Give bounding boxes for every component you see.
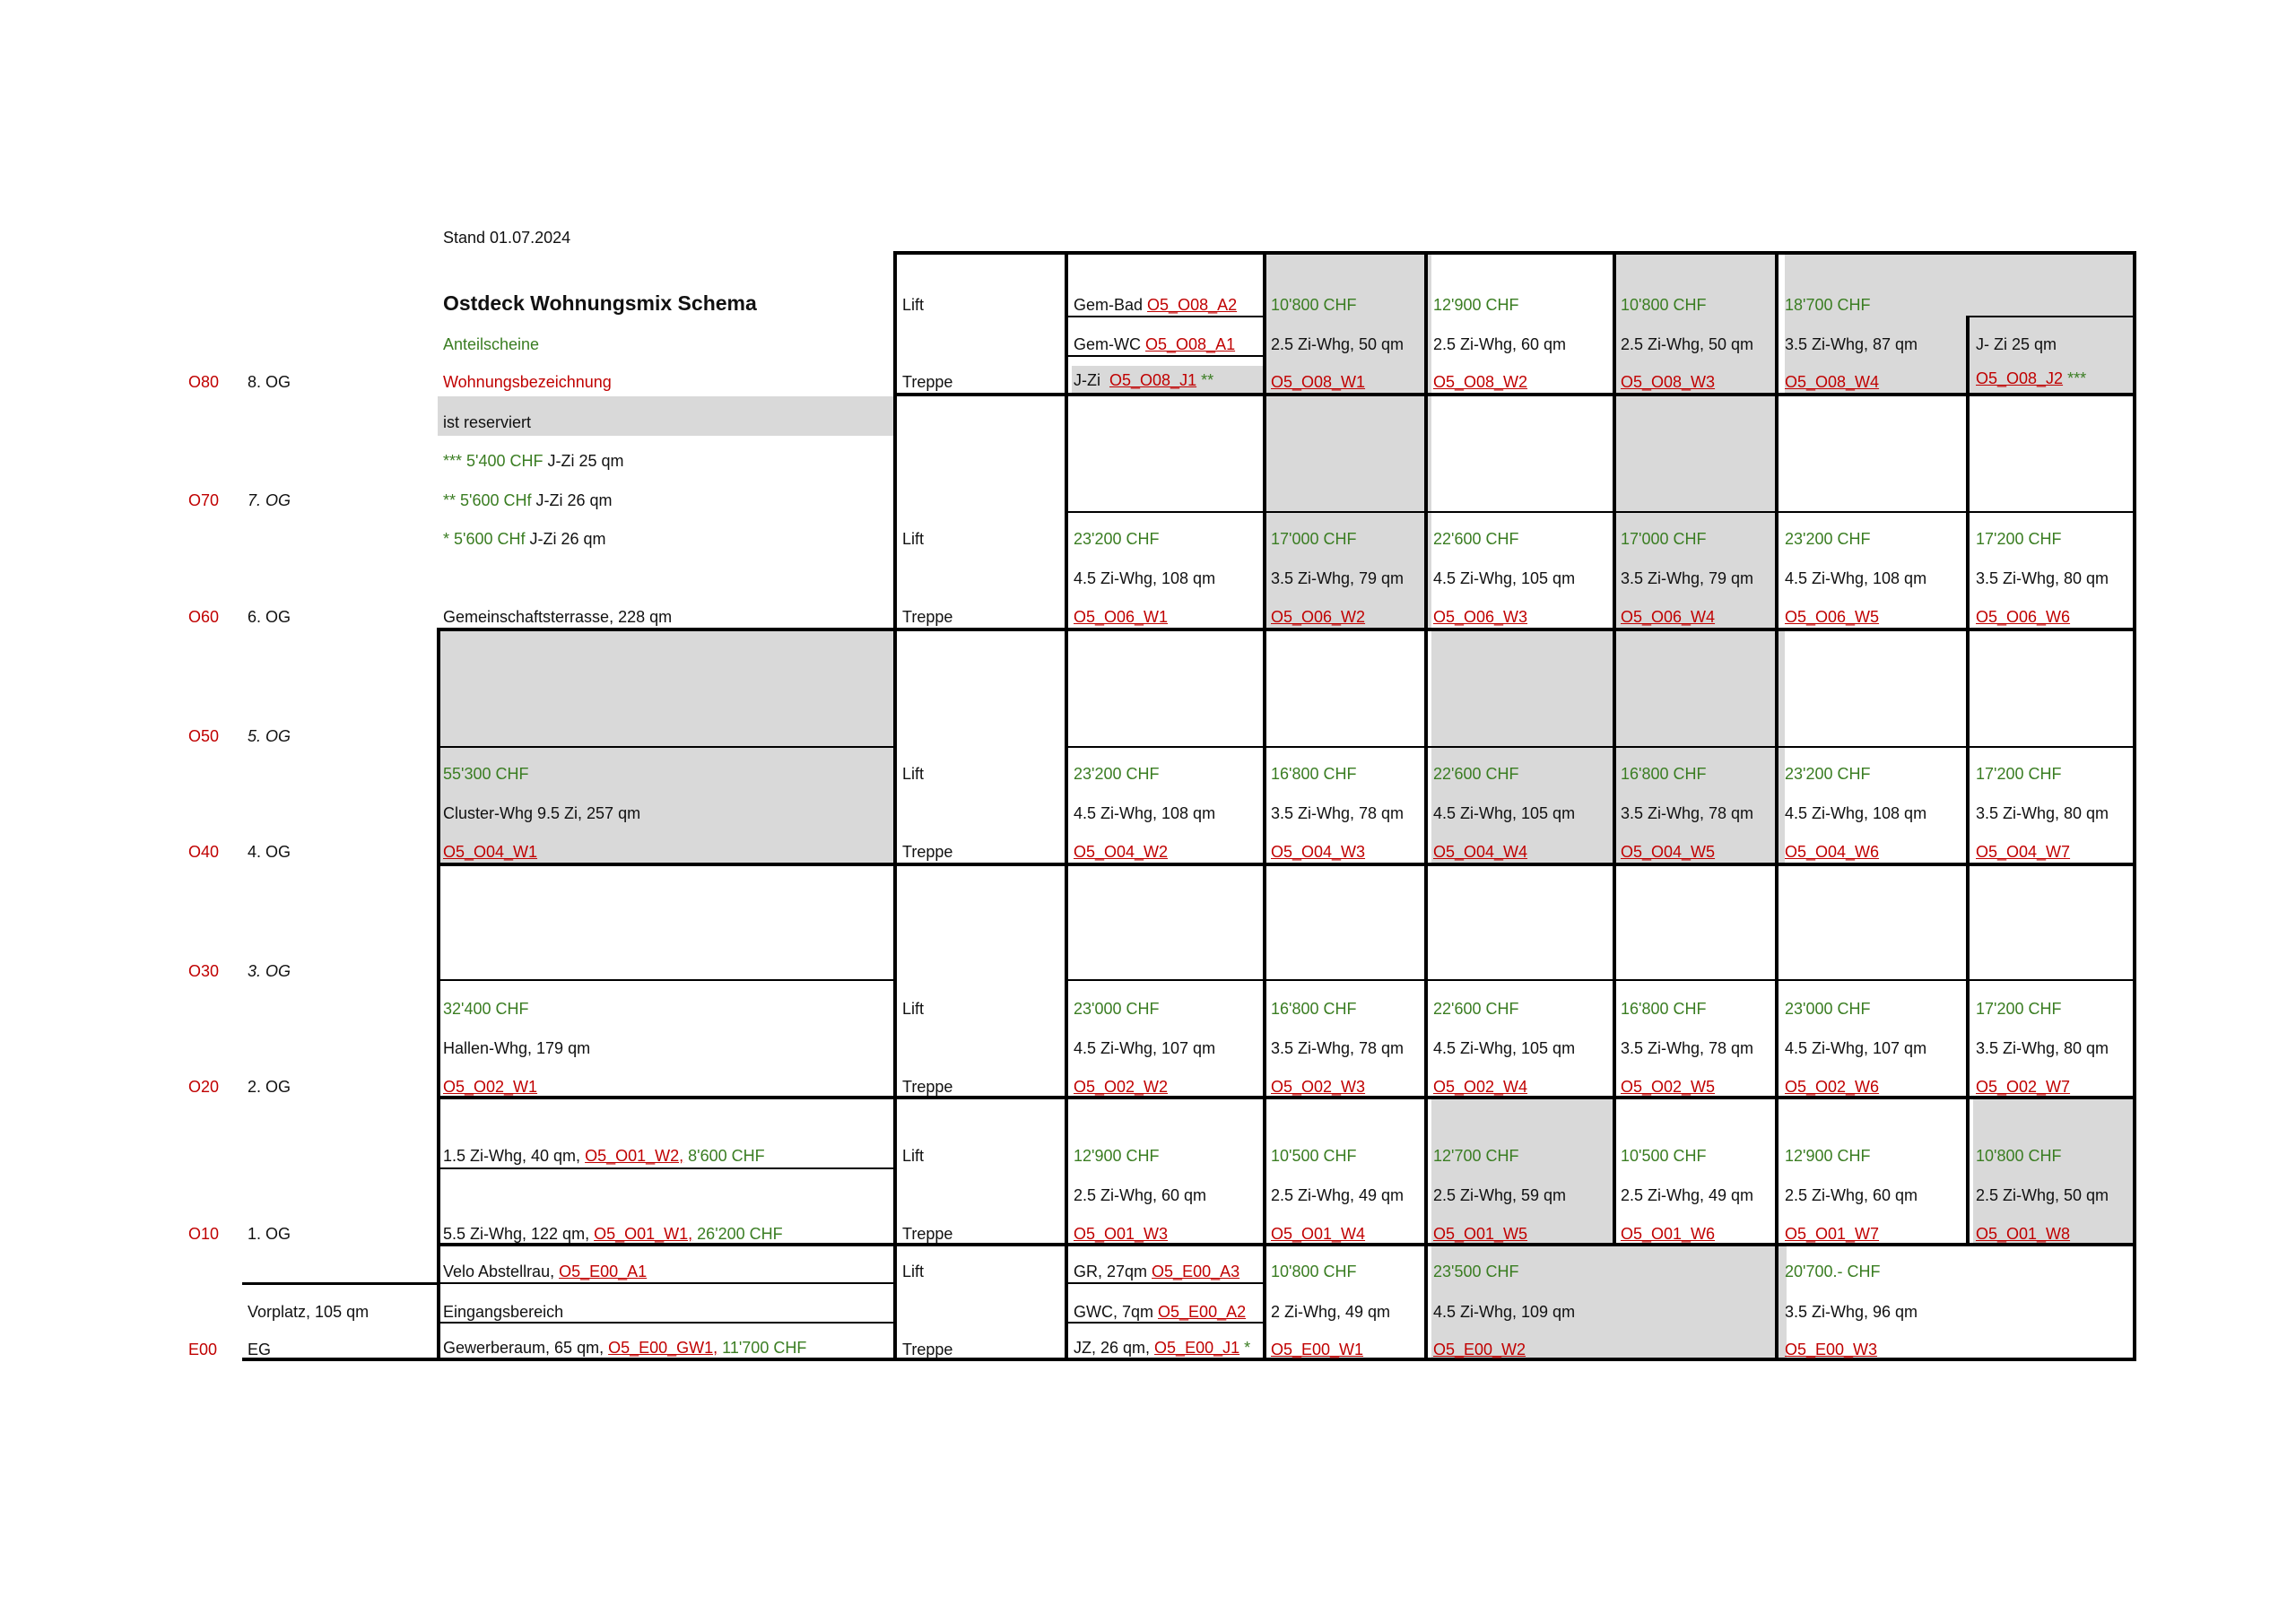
price-o04-w4: 22'600 CHF — [1433, 765, 1519, 783]
desc-o04-w2: 4.5 Zi-Whg, 108 qm — [1074, 804, 1216, 822]
id-o08-j2: O5_O08_J2 *** — [1976, 369, 2087, 387]
price-o02-w7: 17'200 CHF — [1976, 1000, 2062, 1018]
id-o02-w2: O5_O02_W2 — [1074, 1078, 1169, 1096]
id-e00-w1: O5_E00_W1 — [1271, 1341, 1364, 1358]
id-o08-w3: O5_O08_W3 — [1621, 373, 1716, 391]
desc-o08-w4: 3.5 Zi-Whg, 87 qm — [1785, 335, 1918, 353]
vorplatz: Vorplatz, 105 qm — [248, 1303, 370, 1321]
desc-o06-w3: 4.5 Zi-Whg, 105 qm — [1433, 569, 1576, 587]
desc-o01-w5: 2.5 Zi-Whg, 59 qm — [1433, 1186, 1567, 1204]
legend-jzi-2: ** 5'600 CHf J-Zi 26 qm — [443, 491, 613, 509]
desc-e00-w3: 3.5 Zi-Whg, 96 qm — [1785, 1303, 1918, 1321]
id-o02-w3: O5_O02_W3 — [1271, 1078, 1366, 1096]
desc-o04-w7: 3.5 Zi-Whg, 80 qm — [1976, 804, 2109, 822]
grid-line — [437, 1282, 897, 1284]
unit-e00-gw1: Gewerberaum, 65 qm, O5_E00_GW1, 11'700 CHF — [443, 1339, 807, 1357]
id-o02-w7: O5_O02_W7 — [1976, 1078, 2071, 1096]
desc-o02-w5: 3.5 Zi-Whg, 78 qm — [1621, 1039, 1754, 1057]
desc-o04-w1: Cluster-Whg 9.5 Zi, 257 qm — [443, 804, 641, 822]
id-o04-w2: O5_O04_W2 — [1074, 843, 1169, 861]
id-o01-w6: O5_O01_W6 — [1621, 1225, 1716, 1243]
desc-o01-w3: 2.5 Zi-Whg, 60 qm — [1074, 1186, 1207, 1204]
id-o04-w5: O5_O04_W5 — [1621, 843, 1716, 861]
price-o08-w1: 10'800 CHF — [1271, 296, 1357, 314]
desc-o01-w8: 2.5 Zi-Whg, 50 qm — [1976, 1186, 2109, 1204]
price-o04-w7: 17'200 CHF — [1976, 765, 2062, 783]
floor-name-o70: 7. OG — [248, 491, 291, 509]
desc-o01-w6: 2.5 Zi-Whg, 49 qm — [1621, 1186, 1754, 1204]
treppe-label-o4: Treppe — [902, 843, 953, 861]
id-o02-w5: O5_O02_W5 — [1621, 1078, 1716, 1096]
desc-o04-w6: 4.5 Zi-Whg, 108 qm — [1785, 804, 1927, 822]
price-o08-w4: 18'700 CHF — [1785, 296, 1871, 314]
lift-label-o1: Lift — [902, 1147, 925, 1165]
floor-code-o70: O70 — [188, 491, 220, 509]
grid-line — [437, 979, 897, 981]
desc-e00-w2: 4.5 Zi-Whg, 109 qm — [1433, 1303, 1576, 1321]
lift-label-o4: Lift — [902, 765, 925, 783]
price-o02-w4: 22'600 CHF — [1433, 1000, 1519, 1018]
grid-line — [1067, 979, 2136, 981]
floor-name-o10: 1. OG — [248, 1225, 291, 1243]
desc-o08-w3: 2.5 Zi-Whg, 50 qm — [1621, 335, 1754, 353]
desc-o06-w2: 3.5 Zi-Whg, 79 qm — [1271, 569, 1405, 587]
floor-code-e00: E00 — [188, 1341, 218, 1358]
grid-line — [895, 251, 2136, 255]
desc-o08-j2: J- Zi 25 qm — [1976, 335, 2057, 353]
floor-code-o30: O30 — [188, 962, 220, 980]
id-o01-w8: O5_O01_W8 — [1976, 1225, 2071, 1243]
unit-e00-a2: GWC, 7qm O5_E00_A2 — [1074, 1303, 1247, 1321]
floor-name-o40: 4. OG — [248, 843, 291, 861]
grid-line — [437, 1167, 897, 1169]
floor-name-o50: 5. OG — [248, 727, 291, 745]
page-title: Ostdeck Wohnungsmix Schema — [443, 291, 757, 315]
desc-o02-w3: 3.5 Zi-Whg, 78 qm — [1271, 1039, 1405, 1057]
unit-o08-a2: Gem-Bad O5_O08_A2 — [1074, 296, 1238, 314]
lift-label-o2: Lift — [902, 1000, 925, 1018]
id-o02-w1: O5_O02_W1 — [443, 1078, 538, 1096]
grid-line — [437, 1322, 897, 1324]
price-o06-w6: 17'200 CHF — [1976, 530, 2062, 548]
price-o01-w4: 10'500 CHF — [1271, 1147, 1357, 1165]
grid-line — [893, 251, 897, 1361]
price-o06-w2: 17'000 CHF — [1271, 530, 1357, 548]
legend-jzi-1: * 5'600 CHf J-Zi 26 qm — [443, 530, 606, 548]
reserved-fill-o1-w5 — [1431, 1098, 1614, 1245]
unit-o08-j1: J-Zi O5_O08_J1 ** — [1074, 371, 1214, 389]
id-o06-w5: O5_O06_W5 — [1785, 608, 1880, 626]
price-o02-w6: 23'000 CHF — [1785, 1000, 1871, 1018]
price-o01-w6: 10'500 CHF — [1621, 1147, 1707, 1165]
grid-line — [1613, 251, 1616, 1245]
id-o04-w7: O5_O04_W7 — [1976, 843, 2071, 861]
lift-label-eg: Lift — [902, 1263, 925, 1280]
floor-code-o60: O60 — [188, 608, 220, 626]
price-e00-w1: 10'800 CHF — [1271, 1263, 1357, 1280]
floor-name-o80: 8. OG — [248, 373, 291, 391]
desc-o06-w5: 4.5 Zi-Whg, 108 qm — [1785, 569, 1927, 587]
grid-line — [1775, 251, 1779, 1361]
floor-name-e00: EG — [248, 1341, 272, 1358]
id-o01-w4: O5_O01_W4 — [1271, 1225, 1366, 1243]
treppe-label-o6: Treppe — [902, 608, 953, 626]
lift-label-o8: Lift — [902, 296, 925, 314]
treppe-label-o8: Treppe — [902, 373, 953, 391]
grid-line — [1263, 251, 1266, 1361]
desc-o02-w4: 4.5 Zi-Whg, 105 qm — [1433, 1039, 1576, 1057]
floor-code-o40: O40 — [188, 843, 220, 861]
price-o02-w3: 16'800 CHF — [1271, 1000, 1357, 1018]
price-o04-w1: 55'300 CHF — [443, 765, 529, 783]
grid-line — [1067, 1322, 1265, 1324]
grid-line — [437, 628, 440, 1361]
unit-o08-a1: Gem-WC O5_O08_A1 — [1074, 335, 1236, 353]
desc-o01-w4: 2.5 Zi-Whg, 49 qm — [1271, 1186, 1405, 1204]
id-o04-w4: O5_O04_W4 — [1433, 843, 1528, 861]
price-o01-w3: 12'900 CHF — [1074, 1147, 1160, 1165]
grid-line — [1424, 251, 1428, 1361]
id-o08-w1: O5_O08_W1 — [1271, 373, 1366, 391]
grid-line — [437, 628, 2136, 631]
unit-o01-w2: 1.5 Zi-Whg, 40 qm, O5_O01_W2, 8'600 CHF — [443, 1147, 765, 1165]
reserved-fill-o1-w8 — [1973, 1098, 2135, 1245]
price-o01-w5: 12'700 CHF — [1433, 1147, 1519, 1165]
price-o04-w6: 23'200 CHF — [1785, 765, 1871, 783]
price-o04-w5: 16'800 CHF — [1621, 765, 1707, 783]
desc-o04-w5: 3.5 Zi-Whg, 78 qm — [1621, 804, 1754, 822]
price-o04-w2: 23'200 CHF — [1074, 765, 1160, 783]
stand-date: Stand 01.07.2024 — [443, 229, 571, 247]
unit-e00-a1: Velo Abstellrau, O5_E00_A1 — [443, 1263, 648, 1280]
legend-wohnungsbezeichnung: Wohnungsbezeichnung — [443, 373, 612, 391]
grid-line — [2133, 251, 2136, 1361]
desc-o08-w2: 2.5 Zi-Whg, 60 qm — [1433, 335, 1567, 353]
price-o06-w5: 23'200 CHF — [1785, 530, 1871, 548]
desc-o02-w1: Hallen-Whg, 179 qm — [443, 1039, 591, 1057]
grid-line — [1067, 316, 1265, 317]
grid-line — [437, 863, 2136, 866]
legend-reserviert: ist reserviert — [443, 413, 532, 431]
desc-o01-w7: 2.5 Zi-Whg, 60 qm — [1785, 1186, 1918, 1204]
id-o01-w3: O5_O01_W3 — [1074, 1225, 1169, 1243]
id-o06-w2: O5_O06_W2 — [1271, 608, 1366, 626]
desc-o08-w1: 2.5 Zi-Whg, 50 qm — [1271, 335, 1405, 353]
grid-line — [1067, 1282, 1265, 1284]
unit-e00-j1: JZ, 26 qm, O5_E00_J1 * — [1074, 1339, 1251, 1357]
id-o02-w4: O5_O02_W4 — [1433, 1078, 1528, 1096]
lift-label-o6: Lift — [902, 530, 925, 548]
id-o04-w1: O5_O04_W1 — [443, 843, 538, 861]
id-o06-w3: O5_O06_W3 — [1433, 608, 1528, 626]
price-o02-w1: 32'400 CHF — [443, 1000, 529, 1018]
price-o06-w1: 23'200 CHF — [1074, 530, 1160, 548]
price-o04-w3: 16'800 CHF — [1271, 765, 1357, 783]
grid-line — [895, 393, 2136, 396]
desc-o06-w4: 3.5 Zi-Whg, 79 qm — [1621, 569, 1754, 587]
terrasse-o06: Gemeinschaftsterrasse, 228 qm — [443, 608, 673, 626]
desc-o02-w2: 4.5 Zi-Whg, 107 qm — [1074, 1039, 1216, 1057]
id-e00-w2: O5_E00_W2 — [1433, 1341, 1526, 1358]
id-o01-w7: O5_O01_W7 — [1785, 1225, 1880, 1243]
legend-jzi-3: *** 5'400 CHF J-Zi 25 qm — [443, 452, 624, 470]
id-e00-w3: O5_E00_W3 — [1785, 1341, 1878, 1358]
id-o06-w6: O5_O06_W6 — [1976, 608, 2071, 626]
floor-name-o20: 2. OG — [248, 1078, 291, 1096]
grid-line — [1067, 355, 1265, 357]
grid-line — [437, 746, 897, 748]
grid-line — [1065, 251, 1068, 1361]
desc-o06-w6: 3.5 Zi-Whg, 80 qm — [1976, 569, 2109, 587]
treppe-label-eg: Treppe — [902, 1341, 953, 1358]
price-o02-w2: 23'000 CHF — [1074, 1000, 1160, 1018]
desc-o04-w4: 4.5 Zi-Whg, 105 qm — [1433, 804, 1576, 822]
desc-o06-w1: 4.5 Zi-Whg, 108 qm — [1074, 569, 1216, 587]
legend-anteilscheine: Anteilscheine — [443, 335, 540, 353]
treppe-label-o2: Treppe — [902, 1078, 953, 1096]
grid-line — [1968, 316, 2136, 317]
price-o06-w4: 17'000 CHF — [1621, 530, 1707, 548]
price-e00-w2: 23'500 CHF — [1433, 1263, 1519, 1280]
grid-line — [242, 1282, 437, 1285]
price-e00-w3: 20'700.- CHF — [1785, 1263, 1881, 1280]
desc-o02-w6: 4.5 Zi-Whg, 107 qm — [1785, 1039, 1927, 1057]
id-o04-w3: O5_O04_W3 — [1271, 843, 1366, 861]
grid-line — [1067, 511, 2136, 513]
id-o08-w2: O5_O08_W2 — [1433, 373, 1528, 391]
floor-name-o60: 6. OG — [248, 608, 291, 626]
eingangsbereich: Eingangsbereich — [443, 1303, 564, 1321]
id-o06-w4: O5_O06_W4 — [1621, 608, 1716, 626]
grid-line — [1067, 746, 2136, 748]
floor-code-o50: O50 — [188, 727, 220, 745]
desc-o04-w3: 3.5 Zi-Whg, 78 qm — [1271, 804, 1405, 822]
id-o04-w6: O5_O04_W6 — [1785, 843, 1880, 861]
id-o01-w5: O5_O01_W5 — [1433, 1225, 1528, 1243]
desc-e00-w1: 2 Zi-Whg, 49 qm — [1271, 1303, 1391, 1321]
id-o08-w4: O5_O08_W4 — [1785, 373, 1880, 391]
unit-o01-w1: 5.5 Zi-Whg, 122 qm, O5_O01_W1, 26'200 CHF — [443, 1225, 783, 1243]
id-o02-w6: O5_O02_W6 — [1785, 1078, 1880, 1096]
price-o08-w3: 10'800 CHF — [1621, 296, 1707, 314]
price-o01-w7: 12'900 CHF — [1785, 1147, 1871, 1165]
price-o02-w5: 16'800 CHF — [1621, 1000, 1707, 1018]
floor-name-o30: 3. OG — [248, 962, 291, 980]
price-o01-w8: 10'800 CHF — [1976, 1147, 2062, 1165]
floor-code-o20: O20 — [188, 1078, 220, 1096]
desc-o02-w7: 3.5 Zi-Whg, 80 qm — [1976, 1039, 2109, 1057]
price-o06-w3: 22'600 CHF — [1433, 530, 1519, 548]
floor-code-o80: O80 — [188, 373, 220, 391]
grid-line — [1966, 316, 1970, 1245]
treppe-label-o1: Treppe — [902, 1225, 953, 1243]
unit-e00-a3: GR, 27qm O5_E00_A3 — [1074, 1263, 1240, 1280]
price-o08-w2: 12'900 CHF — [1433, 296, 1519, 314]
id-o06-w1: O5_O06_W1 — [1074, 608, 1169, 626]
floor-code-o10: O10 — [188, 1225, 220, 1243]
